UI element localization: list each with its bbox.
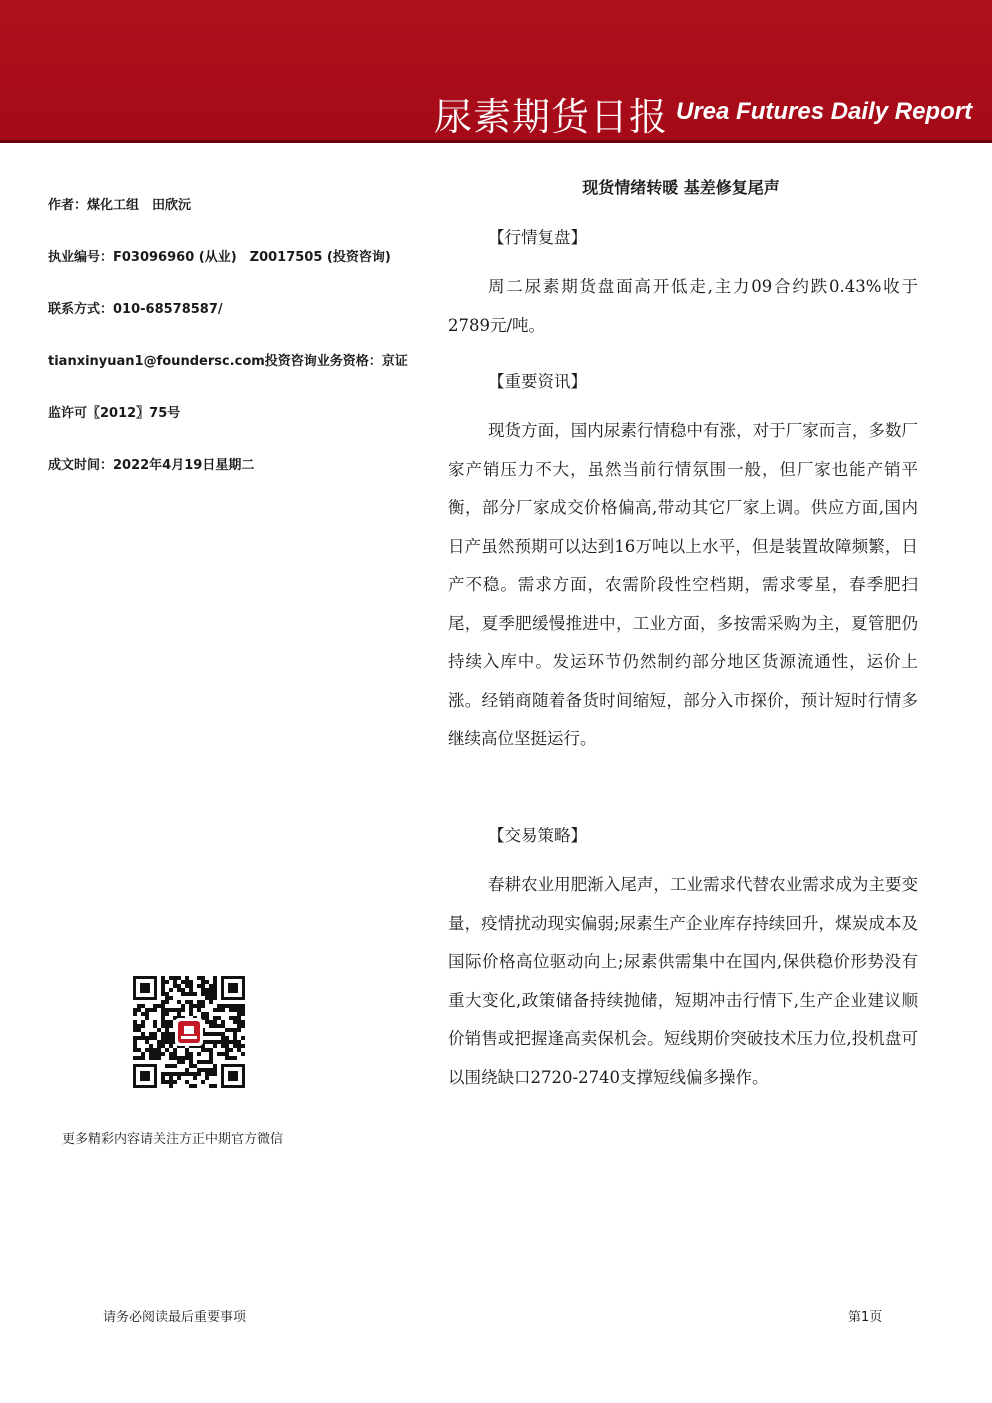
qr-code-icon xyxy=(133,976,245,1088)
report-title-en: Urea Futures Daily Report xyxy=(676,98,973,125)
section-text-news: 现货方面，国内尿素行情稳中有涨，对于厂家而言，多数厂家产销压力不大，虽然当前行情氛围一般，但厂家也能产销平衡，部分厂家成交价格偏高,带动其它厂家上调。供应方面,国内日产虽然预期可以达到16万吨以上水平，但是装置故障频繁，日产不稳。需求方面，农需阶段性空档期，需求零星，春季肥扫尾，夏季肥缓慢推进中，工业方面，多按需采购为主，夏管肥仍持续入库中。发运环节仍然制约部分地区货源流通性，运价上涨。经销商随着备货时间缩短，部分入市探价，预计短时行情多继续高位坚挺运行。 xyxy=(448,421,918,748)
section-text-strategy: 春耕农业用肥渐入尾声，工业需求代替农业需求成为主要变量，疫情扰动现实偏弱;尿素生产企业库存持续回升，煤炭成本及国际价格高位驱动向上;尿素供需集中在国内,保供稳价形势没有重大变化,政策储备持续抛储，短期冲击行情下,生产企业建议顺价销售或把握逢高卖保机会。短线期价突破技术压力位,投机盘可以围绕缺口2720-2740支撑短线偏多操作。 xyxy=(448,875,918,1087)
footer-notice: 请务必阅读最后重要事项 xyxy=(103,1310,247,1325)
email-line: tianxinyuan1@foundersc.com投资咨询业务资格：京证 xyxy=(48,354,408,369)
report-title-cn: 尿素期货日报 xyxy=(434,95,669,139)
section-heading-news: 【重要资讯】 xyxy=(488,372,587,391)
author-line: 作者：煤化工组 田欣沅 xyxy=(48,198,192,213)
section-text-review: 周二尿素期货盘面高开低走,主力09合约跌0.43%收于2789元/吨。 xyxy=(448,277,918,335)
contact-line: 联系方式：010-68578587/ xyxy=(48,302,223,317)
qr-caption: 更多精彩内容请关注方正中期官方微信 xyxy=(62,1132,284,1147)
article-title: 现货情绪转暖 基差修复尾声 xyxy=(582,178,780,197)
section-heading-strategy: 【交易策略】 xyxy=(488,826,587,845)
page-number: 第1页 xyxy=(848,1310,883,1325)
permit-line: 监许可〖2012〗75号 xyxy=(48,406,181,421)
date-line: 成文时间：2022年4月19日星期二 xyxy=(48,458,255,473)
license-line: 执业编号：F03096960 (从业) Z0017505 (投资咨询) xyxy=(48,250,391,265)
section-heading-review: 【行情复盘】 xyxy=(488,228,587,247)
